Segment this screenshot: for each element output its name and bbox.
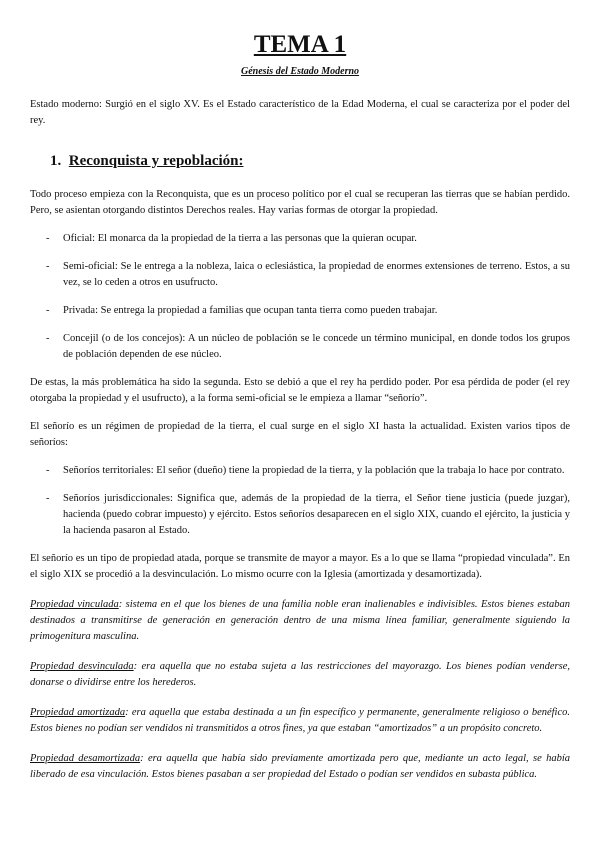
bullet-dash: - — [46, 493, 50, 504]
document-subtitle: Génesis del Estado Moderno — [240, 66, 360, 77]
paragraph-problematic: De estas, la más problemática ha sido la segunda. Esto se debió a que el rey ha perdido poder. Por esa pérdida de poder (el rey otorgaba la propiedad y el usufructo), a la forma semi-oficial se le empieza a llamar “señorío”. — [30, 377, 570, 404]
list-item — [30, 259, 570, 291]
document-page — [30, 30, 570, 783]
bullet-dash: - — [46, 465, 50, 476]
list-item — [30, 231, 570, 247]
list-item — [30, 331, 570, 363]
list-item-text: Privada: Se entrega la propiedad a familias que ocupan tanta tierra como pueden trabajar. — [63, 305, 438, 316]
paragraph-reconquista: Todo proceso empieza con la Reconquista, que es un proceso político por el cual se recuperan las tierras que se habían perdido. Pero, se asientan otorgando distintos Derechos reales. Hay varias formas de otorgar la propiedad. — [30, 189, 570, 216]
bullet-dash: - — [46, 333, 50, 344]
senorio-types-list — [30, 463, 570, 539]
paragraph-vinculada: El señorío es un tipo de propiedad atada, porque se transmite de mayor a mayor. Es a lo que se llama “propiedad vinculada”. En el siglo XIX se procedió a la desvinculación. Lo mismo ocurre con la Iglesia (amortizada y desamortizada). — [30, 553, 570, 580]
bullet-dash: - — [46, 305, 50, 316]
definition-term: Propiedad vinculada — [30, 599, 119, 610]
paragraph-senorio: El señorío es un régimen de propiedad de la tierra, el cual surge en el siglo XI hasta la actualidad. Existen varios tipos de señoríos: — [30, 421, 570, 448]
section-number: 1. — [50, 153, 62, 169]
definition-term: Propiedad amortizada — [30, 707, 126, 718]
definition-text: : sistema en el que los bienes de una familia noble eran inalienables e indivisibles. Estos bienes estaban destinados a transmitirse de generación en generación dentro de una misma línea familiar, generalmente siguiendo la primogenitura masculina. — [30, 599, 570, 642]
definition-term: Propiedad desamortizada — [30, 753, 141, 764]
section-heading — [50, 151, 570, 171]
intro-paragraph: Estado moderno: Surgió en el siglo XV. Es el Estado característico de la Edad Moderna, el cual se caracteriza por el poder del rey. — [30, 99, 570, 126]
definition-amortizada — [30, 705, 570, 737]
property-types-list — [30, 231, 570, 363]
list-item-text: Concejil (o de los concejos): A un núcleo de población se le concede un término municipal, en donde todos los grupos de población dependen de ese núcleo. — [63, 333, 570, 360]
definition-desamortizada — [30, 751, 570, 783]
bullet-dash: - — [46, 233, 50, 244]
document-title: TEMA 1 — [253, 31, 347, 58]
definition-desvinculada — [30, 659, 570, 691]
bullet-dash: - — [46, 261, 50, 272]
list-item-text: Señoríos jurisdiccionales: Significa que, además de la propiedad de la tierra, el Señor tiene justicia (puede juzgar), hacienda (puedo cobrar impuesto) y ejército. Estos señoríos desaparecen en el siglo XIX, cuando el ejército, la justicia y la hacienda pasaron al Estado. — [63, 493, 570, 536]
definition-text: : era aquella que estaba destinada a un fin específico y permanente, generalmente religioso o benéfico. Estos bienes no podían ser vendidos ni transmitidos a otros fines, ya que estaban “amortizados” a un propósito concreto. — [30, 707, 571, 734]
definition-text: : era aquella que había sido previamente amortizada pero que, mediante un acto legal, se había liberado de esa vinculación. Estos bienes pasaban a ser propiedad del Estado o podían ser vendidos en subasta pública. — [30, 753, 570, 780]
list-item — [30, 491, 570, 539]
list-item-text: Señoríos territoriales: El señor (dueño) tiene la propiedad de la tierra, y la población que la trabaja lo hace por contrato. — [63, 465, 565, 476]
definition-vinculada — [30, 597, 570, 645]
list-item-text: Semi-oficial: Se le entrega a la nobleza, laica o eclesiástica, la propiedad de enormes extensiones de terreno. Estos, a su vez, se lo ceden a otros en usufructo. — [63, 261, 570, 288]
definition-term: Propiedad desvinculada — [30, 661, 134, 672]
section-title: Reconquista y repoblación: — [68, 153, 244, 169]
definition-text: : era aquella que no estaba sujeta a las restricciones del mayorazgo. Los bienes podían venderse, donarse o dividirse entre los herederos. — [30, 661, 570, 688]
list-item — [30, 463, 570, 479]
list-item — [30, 303, 570, 319]
list-item-text: Oficial: El monarca da la propiedad de la tierra a las personas que la quieran ocupar. — [63, 233, 417, 244]
